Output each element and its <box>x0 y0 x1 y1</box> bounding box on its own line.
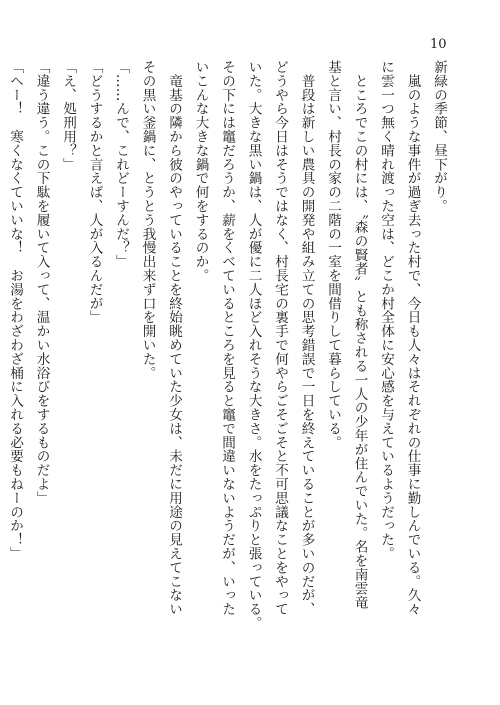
text-line: 新緑の季節、昼下がり。 <box>431 60 447 213</box>
page-number: 10 <box>430 37 447 52</box>
text-line: その下には竈だろうか、薪をくべているところを見ると竈で間違いないようだが、いった <box>219 60 235 616</box>
text-line: 「……んで、これどーすんだ？」 <box>113 60 129 269</box>
vertical-text-body <box>7 60 452 650</box>
text-line: 竜基の隣から彼のやっていることを終始眺めていた少女は、未だに用途の見えてこない <box>166 60 182 616</box>
text-line: 普段は新しい農具の開発や組み立ての思考錯誤で一日を終えていることが多いのだが、 <box>298 60 315 616</box>
text-line: 「違う違う。この下駄を履いて入って、温かい水浴びをするものだよ」 <box>33 60 50 505</box>
text-line: 嵐のような事件が過ぎ去った村で、今日も人々はそれぞれの仕事に勤しんでいる。久々 <box>404 60 421 616</box>
text-line: 基と言い、村長の家の二階の一室を間借りして暮らしている。 <box>325 60 341 450</box>
text-line: いた。大きな黒い鍋は、人が優に二人ほど入れそうな大きさ。水をたっぷりと張っている。 <box>245 60 262 630</box>
text-line: いこんな大きな鍋で何をするのか。 <box>192 60 209 283</box>
text-line: どうやら今日はそうではなく、村長宅の裏手で何やらごそごそと不可思議なことをやって <box>272 60 288 616</box>
text-line: 「え、処刑用？」 <box>60 60 76 172</box>
text-line: 「へー！ 寒くなくていいな！ お湯をわざわざ桶に入れる必要もねーのか！」 <box>7 60 23 561</box>
text-line: その黒い釜鍋に、とうとう我慢出来ず口を開いた。 <box>139 60 156 380</box>
text-line: ところでこの村には、〝森の賢者〟とも称される一人の少年が住んでいた。名を南雲竜 <box>351 60 368 610</box>
text-line: 「どうするかと言えば、人が入るんだが」 <box>86 60 103 325</box>
text-line: に雲一つ無く晴れ渡った空は、どこか村全体に安心感を与えているようだった。 <box>378 60 394 561</box>
